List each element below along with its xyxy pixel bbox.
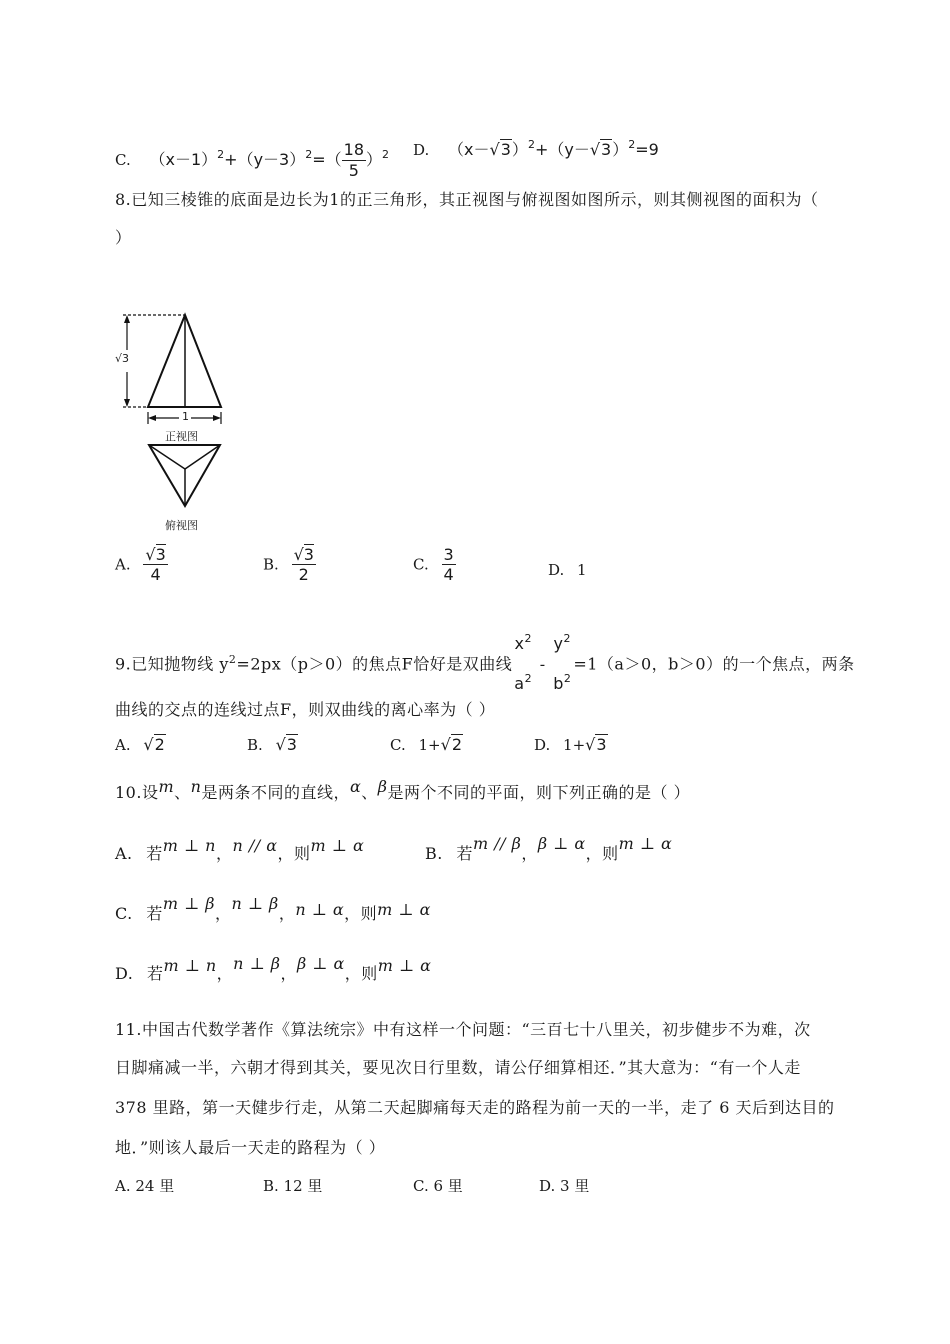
q10-option-d: D. 若m ⊥ n，n ⊥ β，β ⊥ α，则m ⊥ α — [115, 954, 432, 983]
q11-stem-line1: 11.中国古代数学著作《算法统宗》中有这样一个问题：“三百七十八里关，初步健步不为难，次 — [115, 1020, 811, 1039]
fig-front-caption: 正视图 — [165, 430, 198, 443]
q9-option-a: A. √2 — [115, 735, 165, 754]
q8-stem-line1: 8.已知三棱锥的底面是边长为1的正三角形，其正视图与俯视图如图所示，则其侧视图的面积为（ — [115, 190, 819, 209]
q10-stem: 10.设m、n是两条不同的直线，α、β是两个不同的平面，则下列正确的是（ ） — [115, 777, 691, 802]
fig-height-label: √3 — [115, 352, 130, 365]
q7-option-c: C. $(x-1)^2+(y-3)^2=$（ $\frac{18}{5}$ ）$^2$ — [115, 140, 390, 180]
q11-option-c: C. 6 里 — [413, 1177, 463, 1195]
q8-option-b: B. $\frac{√3}{2}$ — [263, 545, 314, 584]
q9-stem-line1: 9.已知抛物线 $y^2=2px(p>0)$的焦点F恰好是双曲线 $x^2$ $a^2$ - $y^2$ $b^2$ =1（a＞0，b＞0）的一个焦点，两条 — [115, 625, 855, 705]
q9-stem-line2: 曲线的交点的连线过点F，则双曲线的离心率为（ ） — [115, 700, 496, 719]
q11-option-b: B. 12 里 — [263, 1177, 323, 1195]
q7-d-label: D. — [413, 141, 430, 159]
q9-frac-x: $x^2$ $a^2$ — [514, 632, 533, 693]
q11-option-d: D. 3 里 — [539, 1177, 590, 1195]
q11-stem-line4: 地．”则该人最后一天走的路程为（ ） — [115, 1138, 386, 1157]
q7-option-d: D. $(x-√3)^2+(y-√3)^2=9$ — [413, 138, 659, 159]
q10-option-c: C. 若m ⊥ β，n ⊥ β，n ⊥ α，则m ⊥ α — [115, 894, 431, 923]
q8-figure-svg — [113, 310, 223, 532]
q8-figure — [113, 310, 223, 532]
fig-base-label: 1 — [182, 410, 189, 423]
q8-option-c: C. $\frac{3}{4}$ — [413, 545, 454, 584]
q8-option-a: A. $\frac{√3}{4}$ — [115, 545, 166, 584]
q9-option-b: B. √3 — [247, 735, 297, 754]
q7-c-label: C. — [115, 151, 131, 169]
q9-option-d: D. 1+√3 — [534, 735, 607, 754]
q11-stem-line2: 日脚痛减一半，六朝才得到其关，要见次日行里数，请公仔细算相还．”其大意为：“有一个人走 — [115, 1058, 801, 1077]
q7-c-fraction: $\frac{18}{5}$ — [343, 140, 364, 180]
q8-stem-line2: ） — [115, 228, 132, 247]
q11-stem-line3: 378 里路，第一天健步行走，从第二天起脚痛每天走的路程为前一天的一半，走了 6 天后到达目的 — [115, 1098, 835, 1117]
q10-option-a: A. 若m ⊥ n，n // α，则m ⊥ α — [115, 836, 365, 863]
q11-option-a: A. 24 里 — [115, 1177, 175, 1195]
q10-option-b: B. 若m // β，β ⊥ α，则m ⊥ α — [425, 834, 673, 863]
fig-top-caption: 俯视图 — [165, 519, 198, 532]
q9-option-c: C. 1+√2 — [390, 735, 463, 754]
q8-option-d: D. 1 — [548, 561, 587, 579]
q9-frac-y: $y^2$ $b^2$ — [553, 632, 572, 693]
